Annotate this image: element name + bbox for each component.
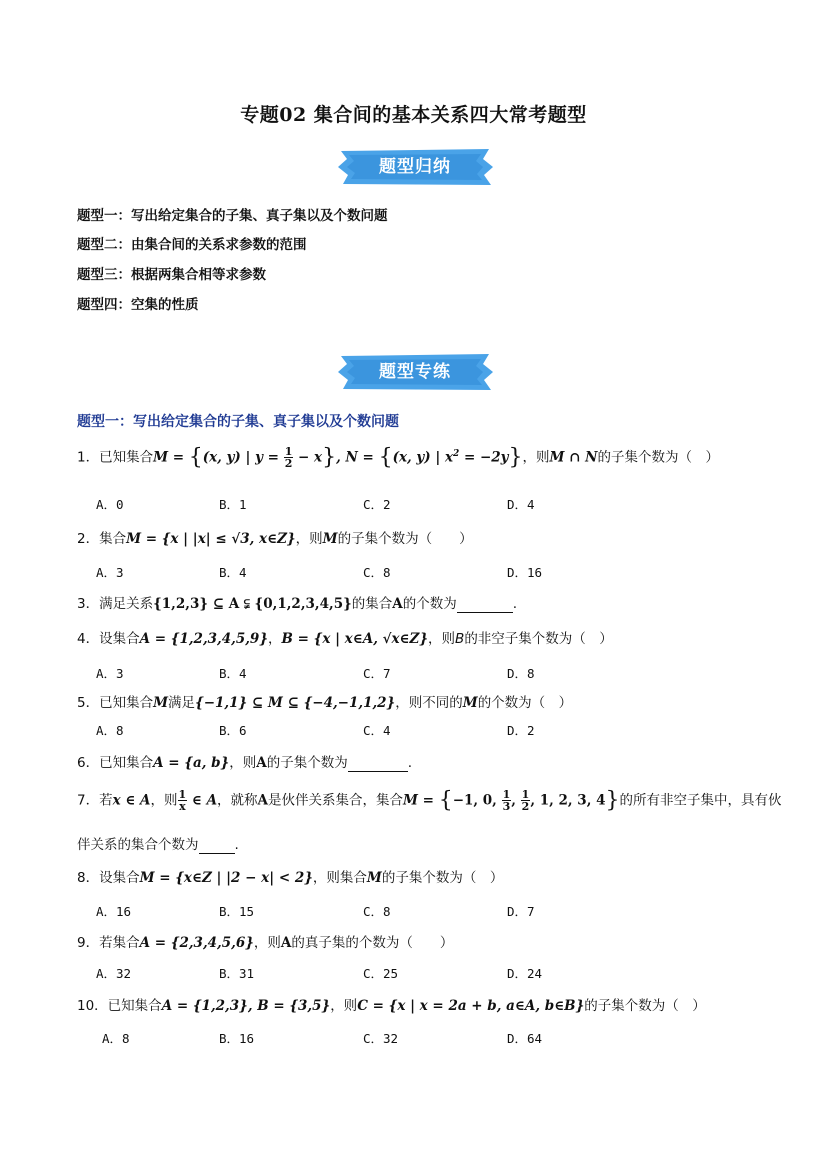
option-b[interactable]: B．4 [219,666,247,681]
option-a[interactable]: A．3 [96,666,124,681]
answer-blank[interactable] [348,755,408,772]
answer-blank[interactable] [199,837,235,854]
question-9: 9．若集合A = {2,3,4,5,6}，则A的真子集的个数为（ ） [77,935,454,951]
option-a[interactable]: A．16 [96,904,132,919]
question-2-options [96,563,796,581]
question-10-options [102,1029,802,1047]
section-heading: 题型一：写出给定集合的子集、真子集以及个数问题 [77,414,399,430]
question-8: 8．设集合M = {x∈Z | |2 − x| < 2}，则集合M的子集个数为（ ） [77,870,504,886]
question-5: 5．已知集合M满足{−1,1} ⊆ M ⊆ {−4,−1,1,2}，则不同的M的个数为（ ） [77,695,573,711]
option-d[interactable]: D．24 [507,966,543,981]
question-1: 1．已知集合M = {(x, y) | y = $\frac{1}{2}$ − x}, N = {(x, y) | $x^2 = -2y$}，则M ∩ N的子集个数为（ ） [77,445,720,470]
question-10: 10．已知集合A = {1,2,3}, B = {3,5}，则C = {x | x = 2a + b, a∈A, b∈B}的子集个数为（ ） [77,998,706,1014]
banner-label: 题型归纳 [379,157,451,177]
option-c[interactable]: C．4 [363,723,391,738]
option-c[interactable]: C．32 [363,1031,399,1046]
section-banner-summary [335,147,495,187]
question-8-options [96,902,796,920]
option-c[interactable]: C．8 [363,565,391,580]
question-9-options [96,964,796,982]
question-1-options [96,495,796,513]
option-d[interactable]: D．7 [507,904,535,919]
option-c[interactable]: C．7 [363,666,391,681]
question-6: 6．已知集合A = {a, b}，则A的子集个数为 . [77,755,413,771]
option-c[interactable]: C．2 [363,497,391,512]
question-2: 2．集合M = {x | |x| ≤ √3, x∈Z}，则M的子集个数为（ ） [77,531,473,547]
option-d[interactable]: D．8 [507,666,535,681]
question-7: 7．若x ∈ A，则 $\frac{1}{x}$ ∈ A，就称A是伙伴关系集合，集合M = {−1, 0, $\frac{1}{3}$ , $\frac{1}{2}$ , 1, 2, 3, 4}的所有非空子集中，具有伙 [77,788,782,813]
question-7-line2: 伴关系的集合个数为 . [77,837,239,853]
option-a[interactable]: A．0 [96,497,124,512]
option-a[interactable]: A．3 [96,565,124,580]
category-4: 题型四：空集的性质 [77,297,199,313]
banner-label: 题型专练 [379,362,451,382]
category-3: 题型三：根据两集合相等求参数 [77,267,266,283]
option-b[interactable]: B．4 [219,565,247,580]
question-4-options [96,664,796,682]
option-d[interactable]: D．4 [507,497,535,512]
page-title: 专题02 集合间的基本关系四大常考题型 [240,104,587,126]
category-2: 题型二：由集合间的关系求参数的范围 [77,237,307,253]
question-4: 4．设集合A = {1,2,3,4,5,9}，B = {x | x∈A, √x∈Z}，则B的非空子集个数为（ ） [77,631,613,647]
option-a[interactable]: A．8 [96,723,124,738]
option-a[interactable]: A．8 [102,1031,130,1046]
option-c[interactable]: C．25 [363,966,399,981]
category-1: 题型一：写出给定集合的子集、真子集以及个数问题 [77,208,388,224]
option-b[interactable]: B．6 [219,723,247,738]
option-b[interactable]: B．31 [219,966,255,981]
option-d[interactable]: D．2 [507,723,535,738]
option-b[interactable]: B．1 [219,497,247,512]
option-a[interactable]: A．32 [96,966,132,981]
option-d[interactable]: D．16 [507,565,543,580]
option-d[interactable]: D．64 [507,1031,543,1046]
question-5-options [96,721,796,739]
section-banner-practice [335,352,495,392]
answer-blank[interactable] [457,596,513,613]
option-c[interactable]: C．8 [363,904,391,919]
question-3: 3．满足关系{1,2,3} ⊆ A ⫋ {0,1,2,3,4,5}的集合A的个数为 . [77,596,518,612]
option-b[interactable]: B．16 [219,1031,255,1046]
option-b[interactable]: B．15 [219,904,255,919]
